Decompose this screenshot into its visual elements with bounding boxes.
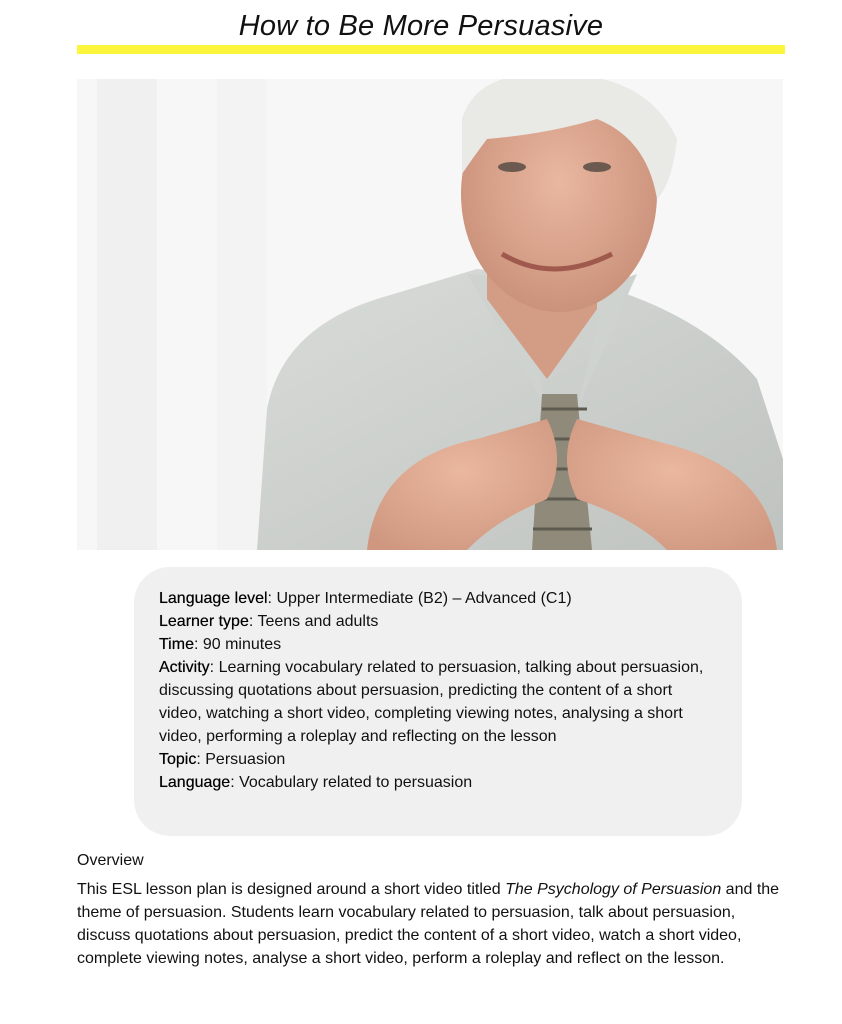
learner-type-line [159, 610, 718, 633]
title-underline [77, 45, 785, 54]
smiling-older-man-photo [77, 79, 783, 550]
learner-type-value: : Teens and adults [248, 613, 379, 630]
overview-text-after: and the theme of persuasion. Students learn vocabulary related to persuasion, talk about persuasion, discuss quotations about persuasion, predict the content of a short video, watch a short video, complete viewing notes, analyse a short video, perform a roleplay and reflect on the lesson. [77, 881, 780, 967]
topic-value: : Persuasion [196, 751, 286, 768]
overview-paragraph [77, 878, 785, 970]
activity-line [159, 656, 718, 748]
page-title: How to Be More Persuasive [238, 10, 604, 42]
language-label: Language [159, 774, 231, 791]
time-label: Time [159, 636, 194, 653]
topic-line [159, 748, 718, 771]
language-line [159, 771, 718, 794]
language-level-value: : Upper Intermediate (B2) – Advanced (C1) [267, 590, 572, 607]
topic-label: Topic [159, 751, 197, 768]
time-value: : 90 minutes [193, 636, 282, 653]
overview-heading: Overview [77, 852, 144, 869]
activity-value: : Learning vocabulary related to persuasion, talking about persuasion, discussing quotations about persuasion, predicting the content of a short video, watching a short video, completing viewing notes, analysing a short video, performing a roleplay and reflecting on the lesson [159, 659, 704, 745]
activity-label: Activity [159, 659, 210, 676]
learner-type-label: Learner type [159, 613, 249, 630]
language-value: : Vocabulary related to persuasion [230, 774, 473, 791]
overview-video-title: The Psychology of Persuasion [505, 881, 722, 898]
lesson-info-box [134, 567, 742, 836]
language-level-line [159, 587, 718, 610]
overview-text-before: This ESL lesson plan is designed around a short video titled [77, 881, 506, 898]
time-line [159, 633, 718, 656]
language-level-label: Language level [159, 590, 268, 607]
